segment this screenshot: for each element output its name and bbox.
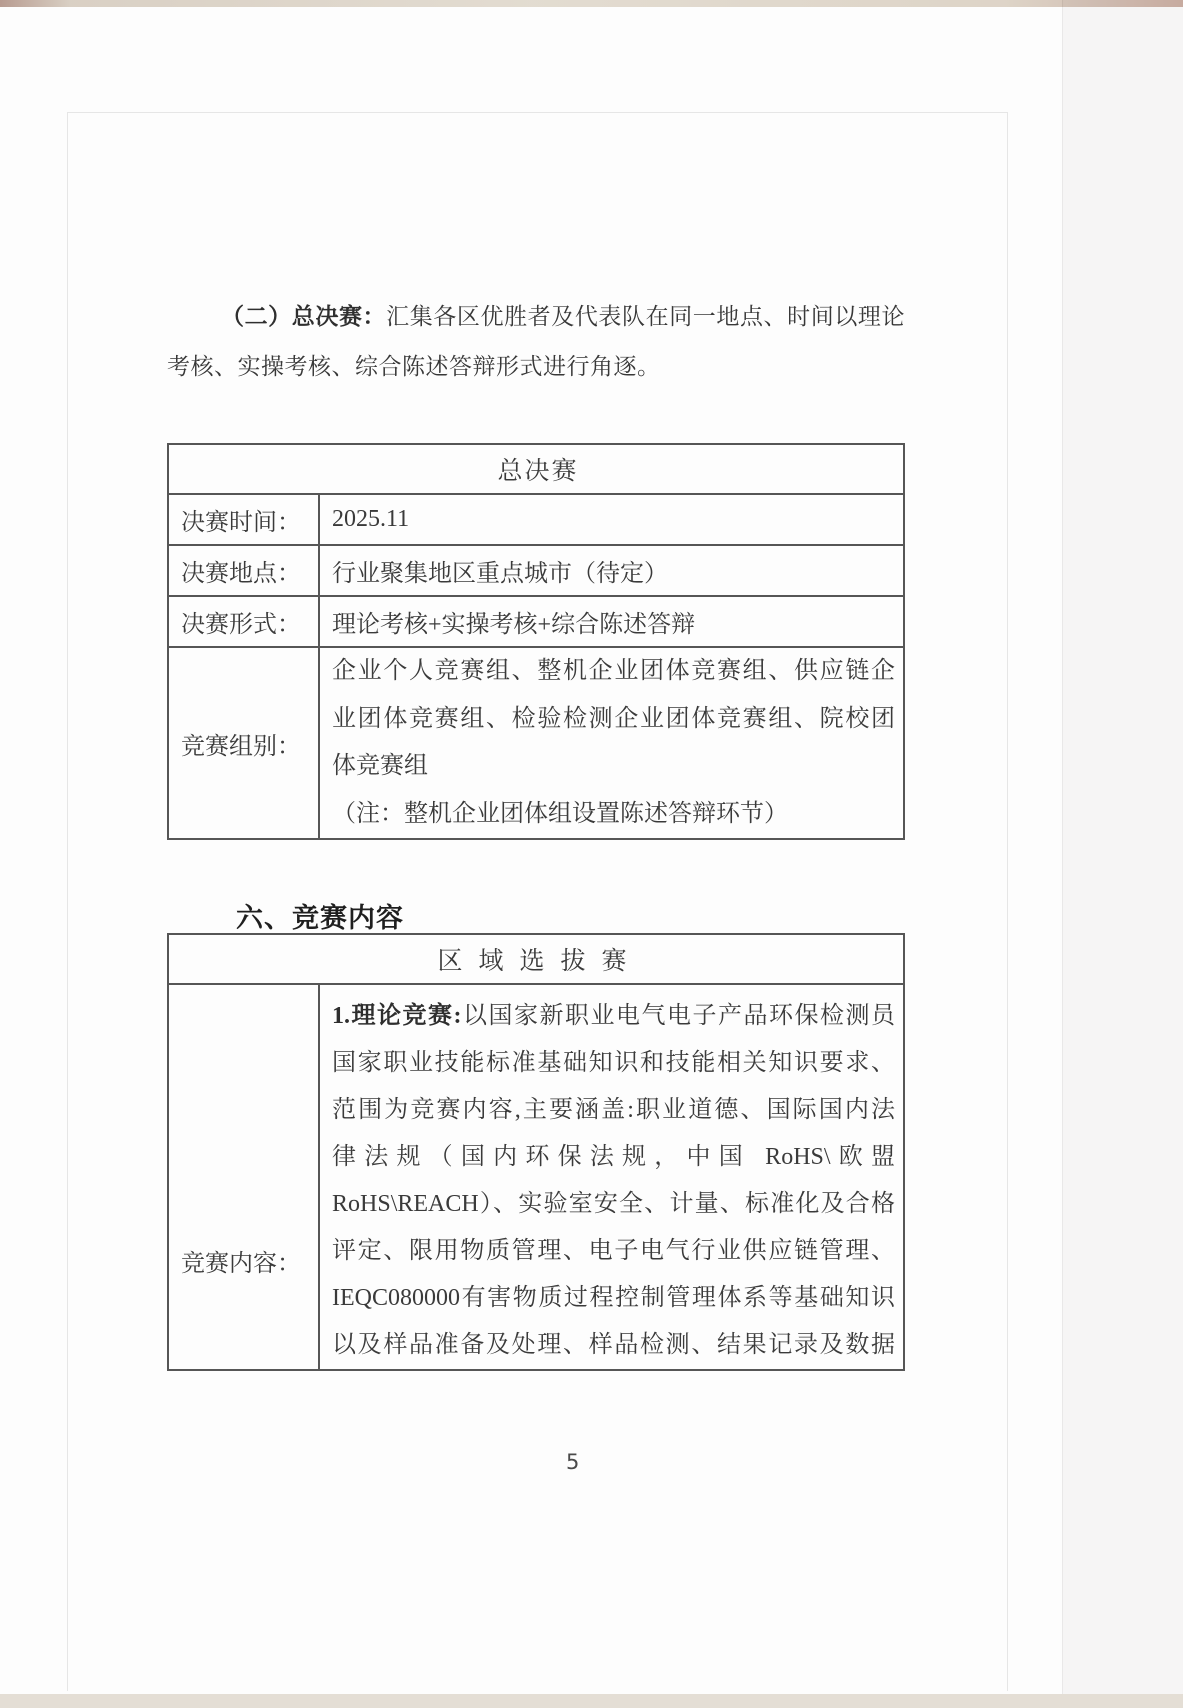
intro-paragraph-bold-label: （二）总决赛： — [221, 304, 387, 329]
content-line: 评定、限用物质管理、电子电气行业供应链管理、 — [332, 1238, 895, 1264]
theory-contest-bold-label: 1.理论竞赛: — [332, 1003, 462, 1029]
final-groups-note: （注：整机企业团体组设置陈述答辩环节） — [332, 800, 788, 827]
final-place-value: 行业聚集地区重点城市（待定） — [319, 545, 904, 596]
content-line: IEQC080000有害物质过程控制管理体系等基础知识 — [332, 1285, 895, 1311]
content-line1-text: 以国家新职业电气电子产品环保检测员 — [461, 1003, 895, 1029]
table-row — [168, 647, 904, 839]
table-row — [168, 494, 904, 545]
final-place-label: 决赛地点： — [168, 545, 319, 596]
content-line: 国家职业技能标准基础知识和技能相关知识要求、 — [332, 1050, 895, 1076]
final-format-label: 决赛形式： — [168, 596, 319, 647]
intro-paragraph-line1-text: 汇集各区优胜者及代表队在同一地点、时间以理论 — [386, 304, 906, 329]
section-heading: 六、竞赛内容 — [236, 903, 404, 933]
content-line: RoHS\REACH）、实验室安全、计量、标准化及合格 — [332, 1191, 895, 1217]
page-number: 5 — [566, 1450, 580, 1474]
final-groups-line: 业团体竞赛组、检验检测企业团体竞赛组、院校团 — [332, 705, 895, 732]
regional-selection-table — [167, 933, 905, 1371]
final-groups-label: 竞赛组别： — [168, 647, 319, 839]
competition-content-label — [168, 984, 319, 1370]
final-groups-line: 体竞赛组 — [332, 753, 428, 779]
competition-content-value — [319, 984, 904, 1370]
content-line — [332, 993, 895, 1040]
final-round-table — [167, 443, 905, 840]
competition-content-label-text: 竞赛内容： — [181, 1251, 301, 1277]
intro-paragraph-line1 — [167, 300, 905, 334]
final-format-value: 理论考核+实操考核+综合陈述答辩 — [319, 596, 904, 647]
content-line: 范围为竞赛内容,主要涵盖:职业道德、国际国内法 — [332, 1097, 895, 1123]
content-line: 律法规（国内环保法规，中国 RoHS\欧盟 — [332, 1144, 895, 1170]
table-row — [168, 444, 904, 494]
final-groups-line: 企业个人竞赛组、整机企业团体竞赛组、供应链企 — [332, 658, 895, 684]
regional-table-title: 区域选拔赛 — [168, 934, 904, 984]
content-line: 以及样品准备及处理、样品检测、结果记录及数据 — [332, 1332, 895, 1358]
final-groups-value — [319, 647, 904, 839]
table-row — [168, 984, 904, 1370]
table-row — [168, 934, 904, 984]
final-time-label: 决赛时间： — [168, 494, 319, 545]
scan-page-border — [67, 112, 1008, 1691]
table-row — [168, 596, 904, 647]
intro-paragraph-line2: 考核、实操考核、综合陈述答辩形式进行角逐。 — [167, 354, 661, 379]
final-time-value: 2025.11 — [319, 494, 904, 545]
scan-top-edge — [0, 0, 1183, 7]
final-table-title: 总决赛 — [168, 444, 904, 494]
table-row — [168, 545, 904, 596]
scan-bottom-edge — [0, 1694, 1183, 1708]
scan-right-edge — [1062, 0, 1183, 1708]
